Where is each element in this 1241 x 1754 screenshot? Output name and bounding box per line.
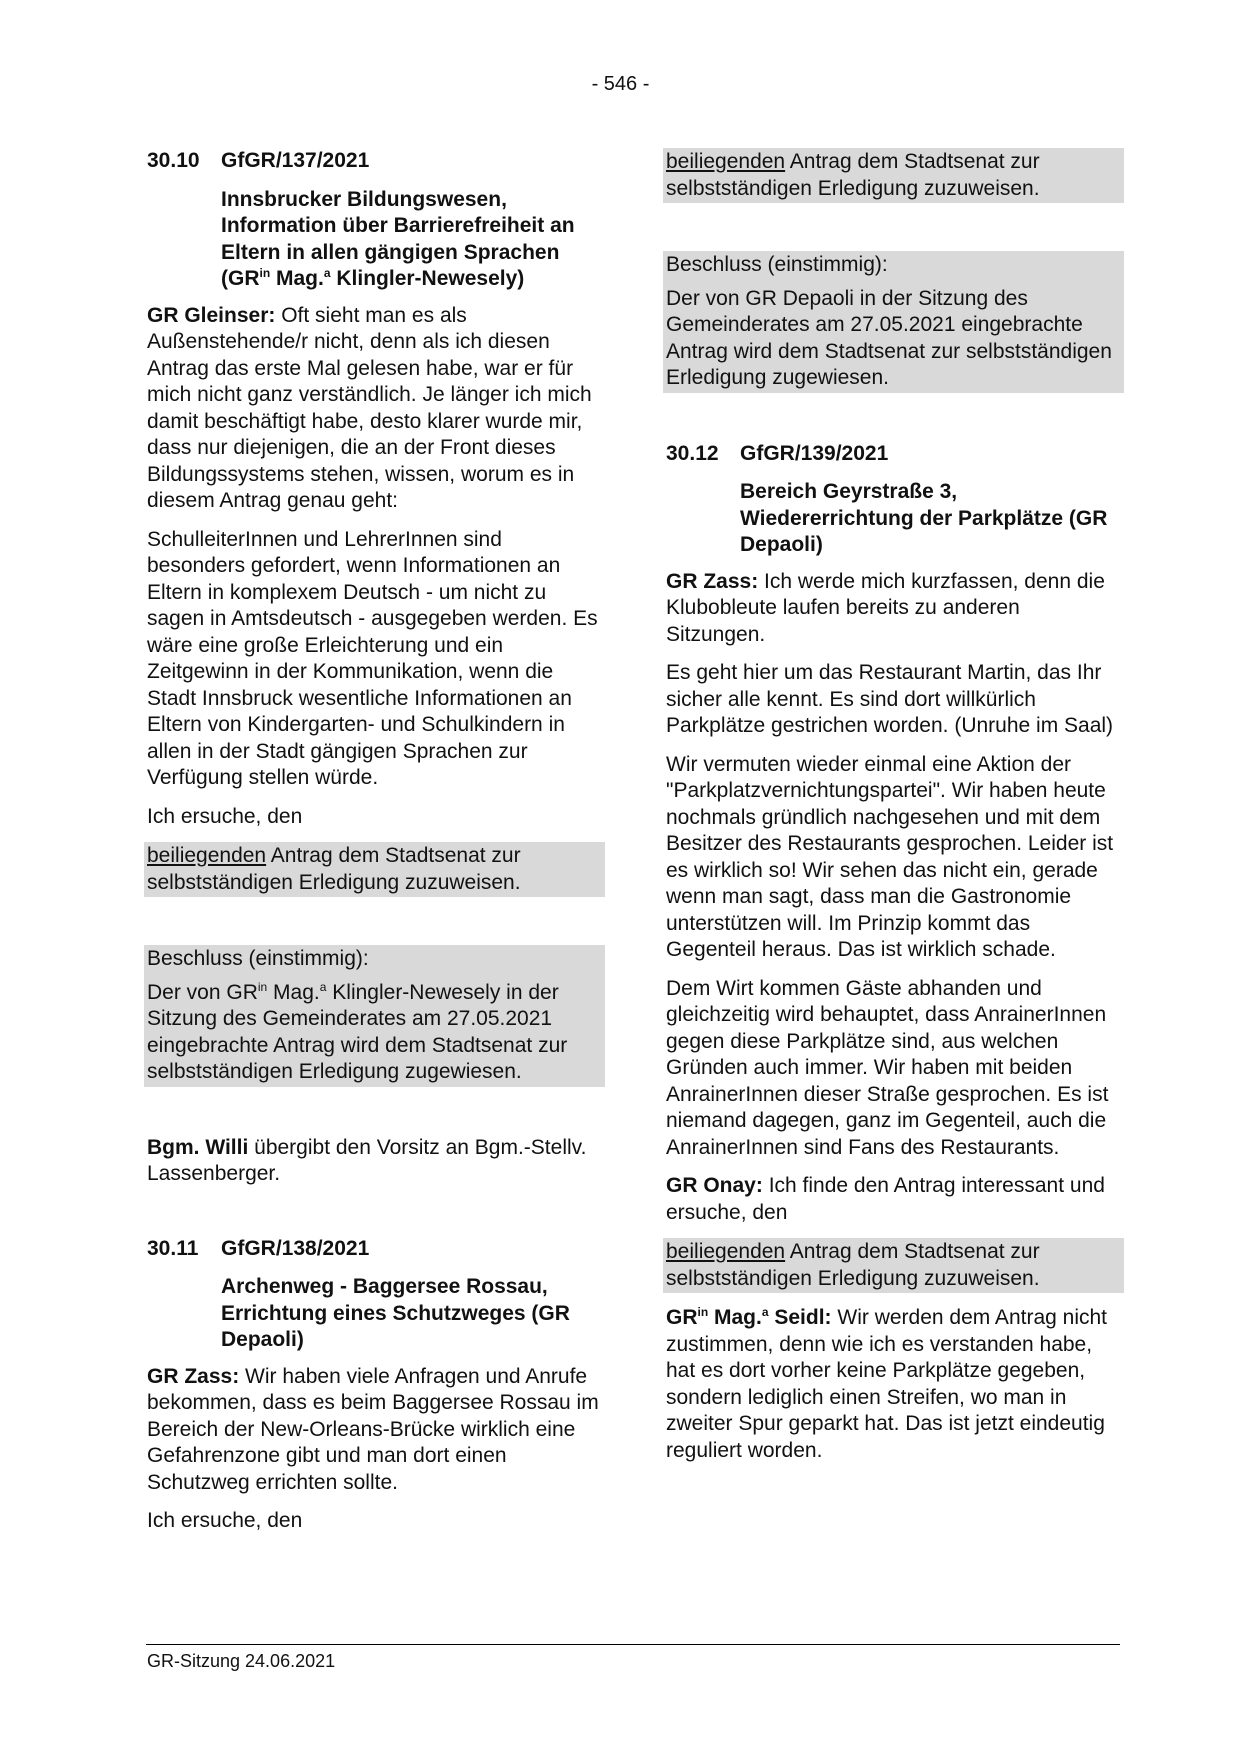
- decision-text: Der von $GR^{in}$ Mag.$^a$ Klingler-Newesely in der Sitzung des Gemeinderates am 27.05.2021 eingebrachte Antrag wird dem Stadtsenat zur selbstständigen Erledigung zugewiesen.: [147, 979, 568, 1083]
- motion-box: beiliegenden Antrag dem Stadtsenat zur selbstständigen Erledigung zuzuweisen.: [663, 1238, 1124, 1293]
- decision-box: [663, 251, 1124, 393]
- chair-change-paragraph: Bgm. Willi übergibt den Vorsitz an Bgm.-Stellv. Lassenberger.: [147, 1135, 587, 1185]
- motion-underlined: beiliegenden: [666, 1240, 786, 1263]
- footer-divider: [146, 1644, 1120, 1645]
- right-column: [666, 148, 1121, 1476]
- decision-text: Der von GR Depaoli in der Sitzung des Gemeinderates am 27.05.2021 eingebrachte Antrag wird dem Stadtsenat zur selbstständigen Erledigung zugewiesen.: [666, 286, 1112, 389]
- agenda-item-code: GfGR/139/2021: [740, 441, 889, 465]
- speech-paragraph: GR Zass: Ich werde mich kurzfassen, denn die Klubobleute laufen bereits zu anderen Sitzungen.: [666, 569, 1105, 646]
- agenda-item-title: Innsbrucker Bildungswesen, Information über Barrierefreiheit an Eltern in allen gängigen Sprachen ($GR^{in}$ Mag.$^a$ Klingler-Newesely): [221, 187, 575, 290]
- agenda-item-code: GfGR/138/2021: [221, 1236, 370, 1260]
- decision-label: Beschluss (einstimmig):: [147, 947, 369, 970]
- speaker-name: GR Zass:: [147, 1364, 240, 1388]
- agenda-item-heading: [147, 148, 602, 175]
- footer-text: GR-Sitzung 24.06.2021: [147, 1651, 336, 1671]
- speech-paragraph: Dem Wirt kommen Gäste abhanden und gleichzeitig wird behauptet, dass AnrainerInnen gegen diese Parkplätze sind, aus welchen Gründen auch immer. Wir haben mit beiden AnrainerInnen dieser Straße gesprochen. Es ist niemand dagegen, ganz im Gegenteil, auch die AnrainerInnen sind Fans des Restaurants.: [666, 976, 1109, 1159]
- motion-box: beiliegenden Antrag dem Stadtsenat zur selbstständigen Erledigung zuzuweisen.: [144, 842, 605, 897]
- request-text: Ich ersuche, den: [147, 804, 303, 828]
- agenda-item-number: 30.11: [147, 1236, 199, 1260]
- speech-paragraph: SchulleiterInnen und LehrerInnen sind besonders gefordert, wenn Informationen an Eltern in komplexem Deutsch - um nicht zu sagen in Amtsdeutsch - ausgegeben werden. Es wäre eine große Erleichterung und ein Zeitgewinn in der Kommunikation, wenn die Stadt Innsbruck wesentliche Informationen an Eltern von Kindergarten- und Schulkindern in allen in der Stadt gängigen Sprachen zur Verfügung stellen würde.: [147, 527, 598, 789]
- page-number: - 546 -: [591, 73, 650, 95]
- agenda-item-number: 30.12: [666, 441, 719, 465]
- speech-paragraph: Wir vermuten wieder einmal eine Aktion der "Parkplatzvernichtungspartei". Wir haben heute nochmals gründlich nachgesehen und mit dem Besitzer des Restaurants gesprochen. Leider ist es wirklich so! Wir sehen das nicht ein, gerade wenn man sagt, dass man die Gastronomie unterstützen will. Im Prinzip kommt das Gegenteil heraus. Das ist wirklich schade.: [666, 752, 1114, 961]
- agenda-item-heading: [147, 1236, 602, 1263]
- decision-label: Beschluss (einstimmig):: [666, 253, 888, 276]
- speech-paragraph: GR Gleinser: Oft sieht man es als Außenstehende/r nicht, denn als ich diesen Antrag das erste Mal gelesen habe, war er für mich nicht ganz verständlich. Je länger ich mich damit beschäftigt habe, desto klarer wurde mir, dass nur diejenigen, die an der Front dieses Bildungssystems stehen, wissen, worum es in diesem Antrag genau geht:: [147, 303, 592, 512]
- agenda-item-number: 30.10: [147, 149, 200, 172]
- speech-paragraph: Es geht hier um das Restaurant Martin, das Ihr sicher alle kennt. Es sind dort willkürlich Parkplätze gestrichen worden. (Unruhe im Saal): [666, 661, 1114, 737]
- motion-underlined: beiliegenden: [666, 150, 786, 173]
- speaker-name: Bgm. Willi: [147, 1135, 249, 1159]
- agenda-item-code: GfGR/137/2021: [221, 149, 370, 172]
- request-text: Ich ersuche, den: [147, 1509, 303, 1532]
- decision-box: [144, 945, 605, 1087]
- speaker-name: GR Onay:: [666, 1174, 763, 1197]
- speech-paragraph: GR Onay: Ich finde den Antrag interessant und ersuche, den: [666, 1174, 1105, 1224]
- agenda-item-title: Archenweg - Baggersee Rossau, Errichtung eines Schutzweges (GR Depaoli): [221, 1275, 570, 1351]
- motion-box: beiliegenden Antrag dem Stadtsenat zur selbstständigen Erledigung zuzuweisen.: [663, 148, 1124, 203]
- speaker-name: GR Zass:: [666, 569, 759, 593]
- agenda-item-title: Bereich Geyrstraße 3, Wiedererrichtung der Parkplätze (GR Depaoli): [740, 480, 1108, 556]
- speaker-name: $GR^{in}$ Mag.$^a$ Seidl:: [666, 1305, 832, 1329]
- left-column: [147, 148, 602, 1547]
- speech-paragraph: GR Zass: Wir haben viele Anfragen und Anrufe bekommen, dass es beim Baggersee Rossau im Bereich der New-Orleans-Brücke wirklich eine Gefahrenzone gibt und man dort einen Schutzweg errichten sollte.: [147, 1364, 599, 1494]
- agenda-item-heading: [666, 441, 1121, 468]
- speaker-name: GR Gleinser:: [147, 303, 276, 327]
- motion-underlined: beiliegenden: [147, 844, 267, 867]
- speech-paragraph: $GR^{in}$ Mag.$^a$ Seidl: Wir werden dem Antrag nicht zustimmen, denn wie ich es verstanden habe, hat es dort vorher keine Parkplätze gegeben, sondern lediglich einen Streifen, wo man in zweiter Spur geparkt hat. Das ist jetzt eindeutig reguliert worden.: [666, 1305, 1107, 1462]
